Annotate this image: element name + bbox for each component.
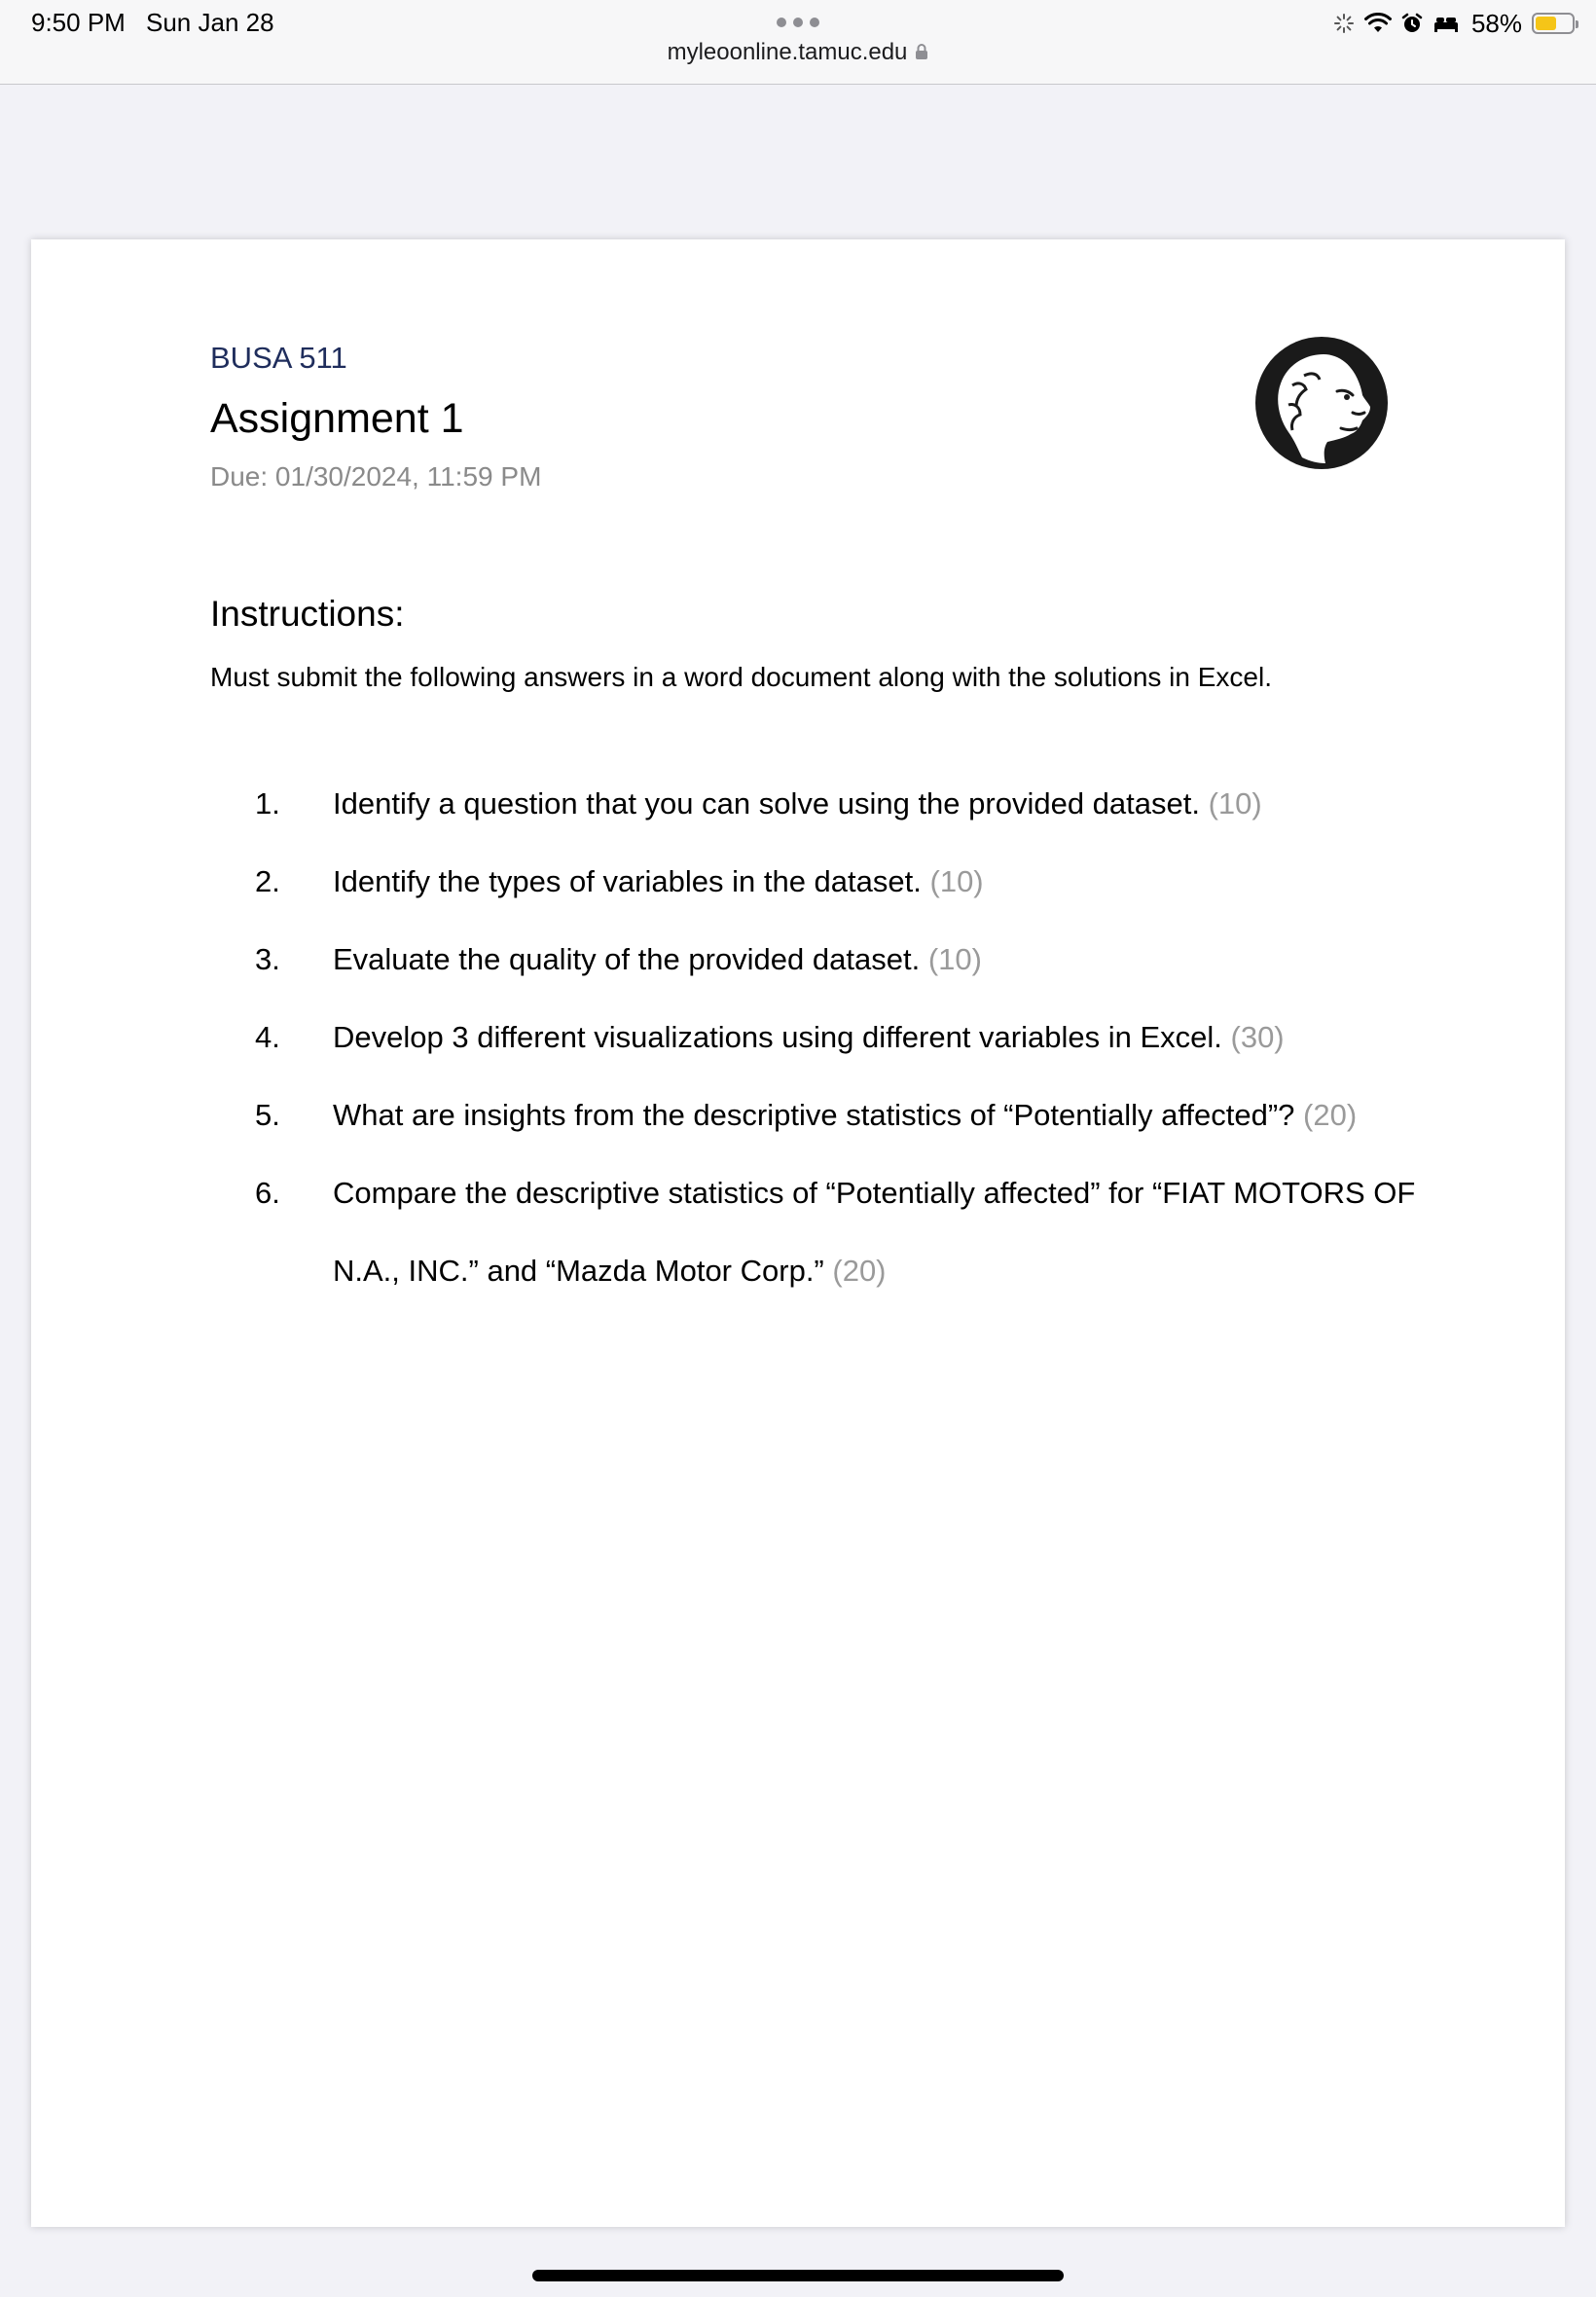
- instructions-heading: Instructions:: [210, 594, 405, 634]
- battery-fill: [1536, 17, 1556, 30]
- activity-icon: [1333, 13, 1355, 34]
- status-time: 9:50 PM: [31, 8, 126, 37]
- question-text: Identify the types of variables in the dataset.: [333, 864, 922, 898]
- question-number: 4.: [255, 1020, 280, 1054]
- question-number: 2.: [255, 864, 280, 898]
- question-text: Identify a question that you can solve using the provided dataset.: [333, 786, 1200, 820]
- question-number: 1.: [255, 786, 280, 820]
- question-points: (20): [1303, 1098, 1358, 1132]
- list-item: [210, 765, 1436, 843]
- due-date: Due: 01/30/2024, 11:59 PM: [210, 461, 542, 492]
- list-item: [210, 921, 1436, 999]
- list-item: [210, 999, 1436, 1076]
- list-item: [210, 843, 1436, 921]
- sleep-icon: [1433, 14, 1460, 33]
- question-points: (30): [1230, 1020, 1285, 1054]
- question-number: 6.: [255, 1176, 280, 1210]
- question-points: (10): [929, 864, 984, 898]
- question-text: What are insights from the descriptive statistics of “Potentially affected”?: [333, 1098, 1295, 1132]
- document-page: [31, 239, 1565, 2227]
- lock-icon: [915, 40, 928, 67]
- question-points: (10): [1208, 786, 1262, 820]
- wifi-icon: [1364, 13, 1392, 34]
- question-text: Compare the descriptive statistics of “Potentially affected” for “FIAT MOTORS OF N.A., INC.” and “Mazda Motor Corp.”: [333, 1176, 1416, 1288]
- question-text: Develop 3 different visualizations using different variables in Excel.: [333, 1020, 1222, 1054]
- question-text: Evaluate the quality of the provided dataset.: [333, 942, 921, 976]
- address-bar[interactable]: [0, 39, 1596, 67]
- question-points: (10): [927, 942, 982, 976]
- status-icons: [1333, 6, 1575, 41]
- url-text[interactable]: myleoonline.tamuc.edu: [667, 39, 908, 65]
- home-indicator[interactable]: [532, 2270, 1064, 2281]
- page-title: Assignment 1: [210, 395, 464, 442]
- list-item: [210, 1154, 1436, 1310]
- lion-logo-icon: [1255, 337, 1388, 469]
- question-points: (20): [832, 1254, 887, 1288]
- question-list: [210, 765, 1436, 1310]
- course-code: BUSA 511: [210, 341, 347, 375]
- list-item: [210, 1076, 1436, 1154]
- battery-icon: [1532, 13, 1575, 34]
- question-number: 3.: [255, 942, 280, 976]
- battery-percent: 58%: [1470, 8, 1522, 38]
- instructions-text: Must submit the following answers in a word document along with the solutions in Excel.: [210, 662, 1272, 692]
- alarm-icon: [1401, 13, 1423, 34]
- browser-top-bar: [0, 0, 1596, 85]
- status-date: Sun Jan 28: [146, 8, 274, 37]
- more-dots-icon[interactable]: [777, 18, 819, 29]
- question-number: 5.: [255, 1098, 280, 1132]
